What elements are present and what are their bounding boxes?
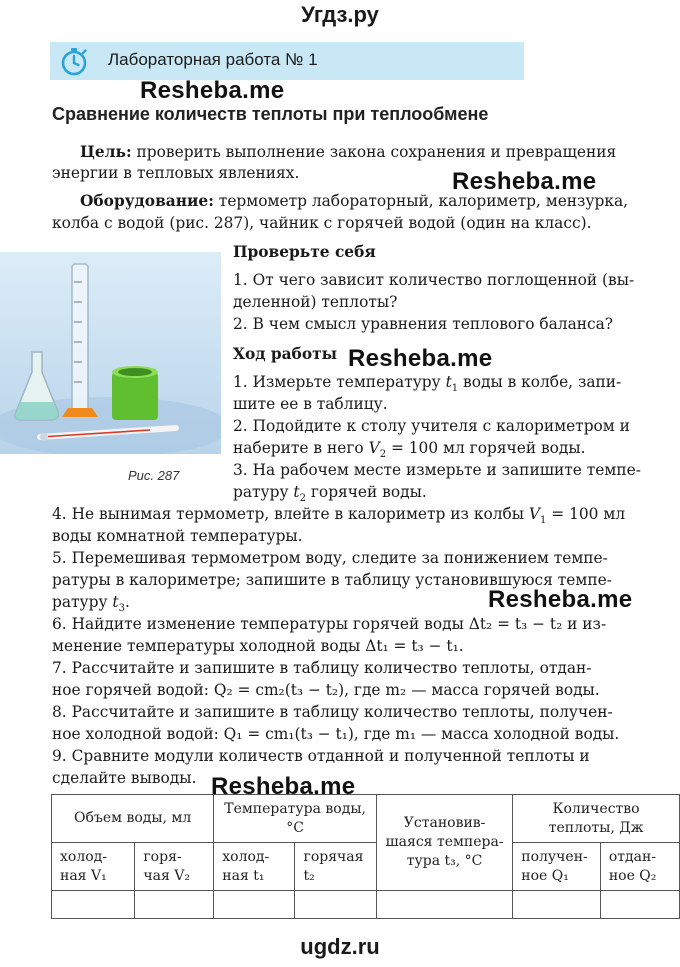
equipment-label: Оборудование: bbox=[80, 192, 214, 210]
step-2-cont: наберите в него $V_2 = 100$ мл горячей воды. bbox=[233, 439, 586, 461]
step-6-cont: менение температуры холодной воды Δt₁ = t₃ − t₁. bbox=[52, 637, 464, 655]
check-question-2: 2. В чем смысл уравнения теплового баланса? bbox=[233, 315, 614, 333]
stopwatch-icon bbox=[58, 45, 90, 77]
results-table bbox=[51, 794, 680, 919]
step-4: 4. Не вынимая термометр, влейте в калориметр из колбы $V_1 = 100$ мл bbox=[52, 505, 626, 527]
goal-label: Цель: bbox=[80, 143, 132, 161]
table-header-temperature: Температура воды, °С bbox=[214, 795, 377, 843]
step-8-cont: ное холодной водой: Q₁ = cm₁(t₃ − t₁), где m₁ — масса холодной воды. bbox=[52, 725, 620, 743]
procedure-title: Ход работы bbox=[233, 345, 338, 363]
step-5-cont-2: ратуру $t_3$. bbox=[52, 593, 130, 615]
table-cell bbox=[600, 891, 679, 919]
step-9-cont: сделайте выводы. bbox=[52, 769, 197, 787]
page-title: Сравнение количеств теплоты при теплообмене bbox=[52, 104, 489, 124]
step-2: 2. Подойдите к столу учителя с калориметром и bbox=[233, 417, 630, 435]
table-subheader: холод- ная V₁ bbox=[52, 843, 135, 891]
watermark: Resheba.me bbox=[348, 345, 493, 372]
step-3-cont: ратуру $t_2$ горячей воды. bbox=[233, 483, 427, 505]
step-7: 7. Рассчитайте и запишите в таблицу количество теплоты, отдан- bbox=[52, 659, 592, 677]
equipment-paragraph bbox=[80, 191, 628, 213]
watermark: Resheba.me bbox=[488, 586, 633, 613]
table-subheader: горя- чая V₂ bbox=[135, 843, 214, 891]
table-header-heat: Количество теплоты, Дж bbox=[513, 795, 680, 843]
equipment-text-line2: колба с водой (рис. 287), чайник с горячей водой (один на класс). bbox=[52, 214, 592, 232]
table-subheader: горячая t₂ bbox=[295, 843, 376, 891]
table-cell bbox=[135, 891, 214, 919]
step-1: 1. Измерьте температуру $t_1$ воды в колбе, запи- bbox=[233, 373, 622, 395]
watermark: Resheba.me bbox=[211, 773, 356, 800]
step-4-cont: воды комнатной температуры. bbox=[52, 527, 303, 545]
table-header-volume: Объем воды, мл bbox=[52, 795, 214, 843]
step-5: 5. Перемешивая термометром воду, следите за понижением темпе- bbox=[52, 549, 608, 567]
step-8: 8. Рассчитайте и запишите в таблицу количество теплоты, получен- bbox=[52, 703, 613, 721]
step-7-cont: ное горячей водой: Q₂ = cm₂(t₃ − t₂), где m₂ — масса горячей воды. bbox=[52, 681, 600, 699]
figure-caption: Рис. 287 bbox=[128, 468, 180, 483]
table-cell bbox=[376, 891, 512, 919]
step-9: 9. Сравните модули количеств отданной и полученной теплоты и bbox=[52, 747, 590, 765]
goal-paragraph bbox=[80, 142, 668, 164]
step-6: 6. Найдите изменение температуры горячей воды Δt₂ = t₃ − t₂ и из- bbox=[52, 615, 607, 633]
table-subheader: получен- ное Q₁ bbox=[513, 843, 601, 891]
table-subheader: холод- ная t₁ bbox=[214, 843, 295, 891]
equipment-text: термометр лабораторный, калориметр, мензурка, bbox=[213, 192, 629, 210]
lab-equipment-illustration bbox=[0, 252, 221, 454]
site-label-bottom: ugdz.ru bbox=[300, 934, 380, 959]
step-1-cont: шите ее в таблицу. bbox=[233, 395, 388, 413]
table-cell bbox=[52, 891, 135, 919]
step-5-cont: ратуры в калориметре; запишите в таблицу установившуюся темпе- bbox=[52, 571, 612, 589]
goal-text: проверить выполнение закона сохранения и превращения bbox=[131, 143, 617, 161]
table-cell bbox=[214, 891, 295, 919]
watermark: Resheba.me bbox=[452, 168, 597, 195]
table-subheader: отдан- ное Q₂ bbox=[600, 843, 679, 891]
table-header-final-temp: Установив- шаяся темпера- тура t₃, °С bbox=[376, 795, 512, 891]
goal-text-line2: энергии в тепловых явлениях. bbox=[52, 164, 300, 182]
check-question-1: 1. От чего зависит количество поглощенной (вы- bbox=[233, 271, 635, 289]
watermark: Resheba.me bbox=[140, 77, 285, 104]
step-3: 3. На рабочем месте измерьте и запишите темпе- bbox=[233, 461, 641, 479]
table-cell bbox=[513, 891, 601, 919]
table-cell bbox=[295, 891, 376, 919]
figure-image bbox=[0, 252, 221, 454]
check-question-1-cont: деленной) теплоты? bbox=[233, 293, 398, 311]
check-title: Проверьте себя bbox=[233, 243, 376, 261]
lab-title: Лабораторная работа № 1 bbox=[108, 50, 318, 69]
site-label-top: Угдз.ру bbox=[301, 2, 379, 27]
